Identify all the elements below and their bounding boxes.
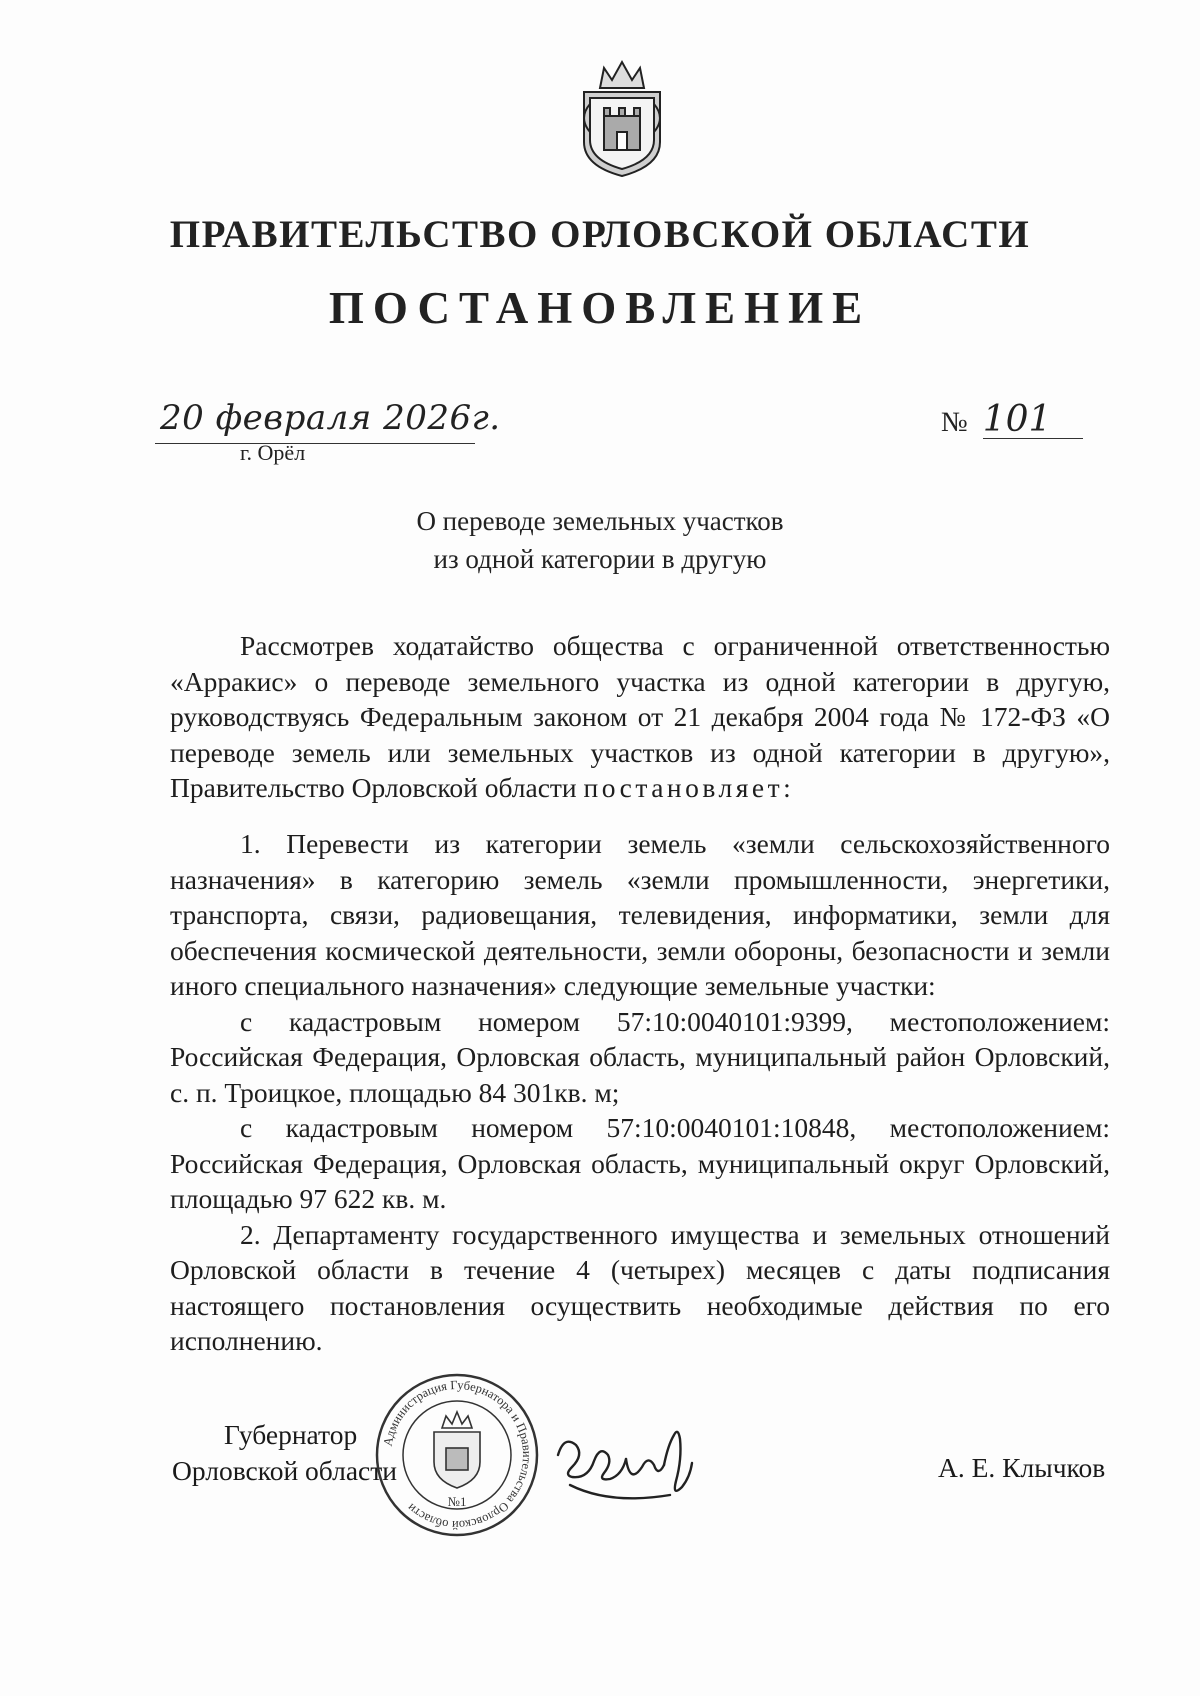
- item-2-text: 2. Департаменту государственного имущества и земельных отношений Орловской области в течение 4 (четырех) месяцев с даты подписания настоящего постановления осуществить необходимые действия по его исполнению.: [170, 1218, 1110, 1356]
- document-subject: [0, 502, 1200, 578]
- signatory-title-line-2: Орловской области: [172, 1455, 397, 1486]
- document-number-block: [941, 399, 1083, 440]
- official-stamp: [372, 1370, 542, 1540]
- coat-of-arms-emblem: [570, 58, 674, 180]
- document-date: 20 февраля 2026г.: [160, 398, 501, 438]
- handwritten-signature: [550, 1415, 700, 1510]
- resolution-verb: постановляет:: [583, 772, 795, 803]
- preamble-text: Рассмотрев ходатайство общества с ограниченной ответственностью «Арракис» о переводе земельного участка из одной категории в другую, руководствуясь Федеральным законом от 21 декабря 2004 года № 172-ФЗ «О переводе земель или земельных участков из одной категории в другую», Правительство Орловской области: [170, 630, 1110, 803]
- stamp-number: №1: [447, 1494, 467, 1509]
- item-1-plot-2: с кадастровым номером 57:10:0040101:10848, местоположением: Российская Федерация, Орловская область, муниципальный округ Орловский, площадью 97 622 кв. м.: [170, 1112, 1110, 1214]
- subject-line-2: из одной категории в другую: [433, 544, 767, 574]
- signatory-title: [172, 1417, 397, 1489]
- organization-title: ПРАВИТЕЛЬСТВО ОРЛОВСКОЙ ОБЛАСТИ: [169, 213, 1031, 256]
- document-number: 101: [983, 402, 1083, 439]
- item-1-plot-1: с кадастровым номером 57:10:0040101:9399, местоположением: Российская Федерация, Орловская область, муниципальный район Орловский, с. п. Троицкое, площадью 84 301кв. м;: [170, 1005, 1110, 1108]
- item-1-text: 1. Перевести из категории земель «земли сельскохозяйственного назначения» в категорию земель «земли промышленности, энергетики, транспорта, связи, радиовещания, телевидения, информатики, земли для обеспечения космической деятельности, земли обороны, безопасности и земли иного специального назначения» следующие земельные участки:: [170, 828, 1110, 1001]
- subject-line-1: О переводе земельных участков: [416, 506, 784, 536]
- signatory-title-line-1: Губернатор: [224, 1419, 358, 1450]
- document-type-heading: ПОСТАНОВЛЕНИЕ: [328, 283, 872, 333]
- signatory-name: А. Е. Клычков: [938, 1452, 1106, 1483]
- date-underline: [155, 443, 475, 444]
- resolution-items: [170, 826, 1110, 1359]
- preamble-paragraph: [170, 628, 1110, 806]
- svg-text:Администрация Губернатора и Пр: Администрация Губернатора и Правительства Орловской области: [380, 1377, 535, 1533]
- number-label: №: [941, 407, 968, 438]
- document-city: г. Орёл: [240, 440, 306, 465]
